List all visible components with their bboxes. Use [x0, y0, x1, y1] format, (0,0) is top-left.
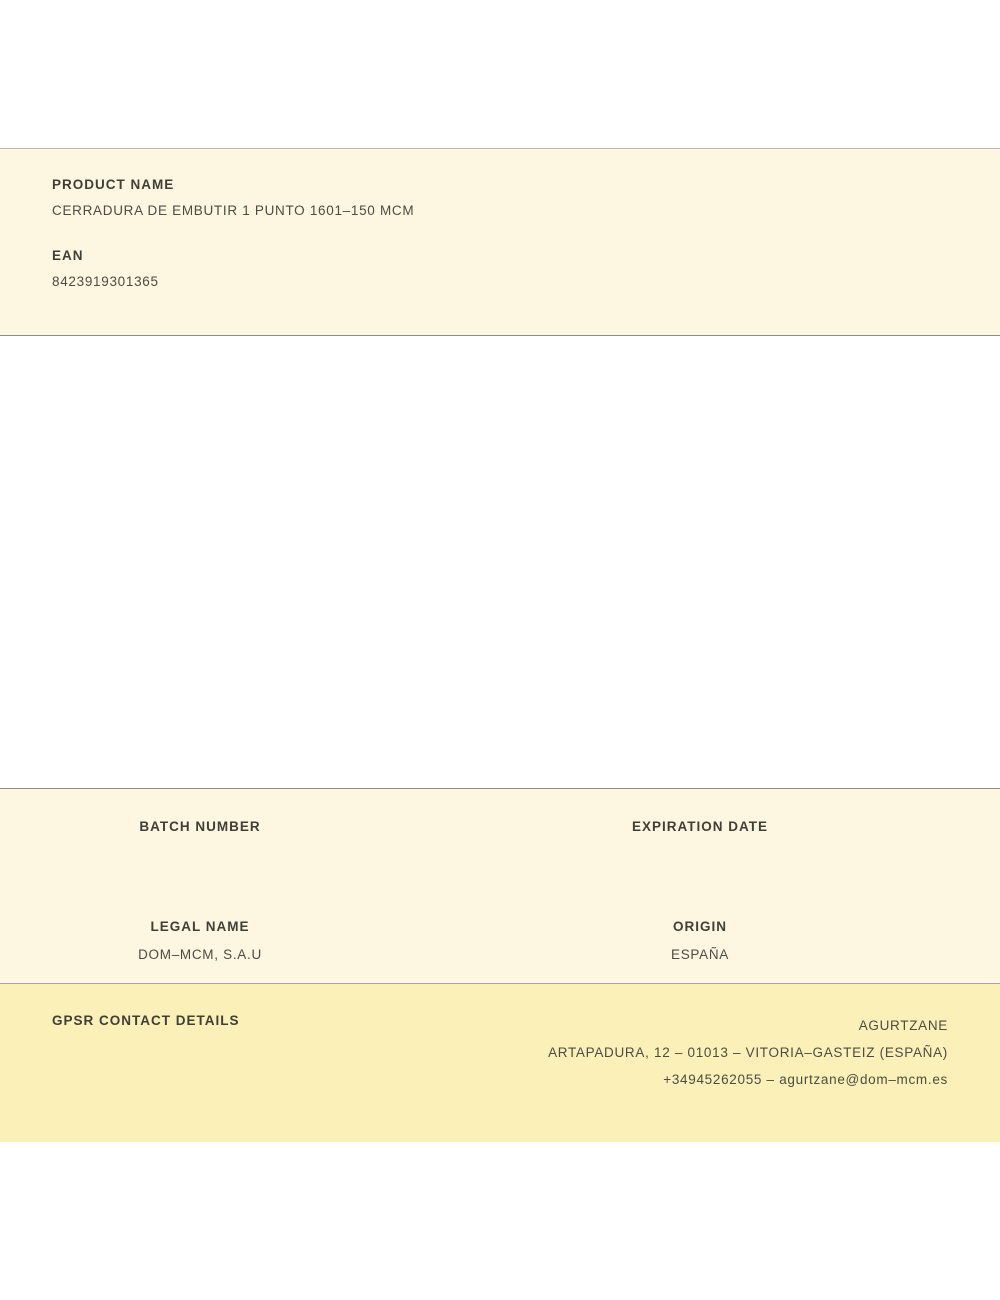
row-spacer: [0, 863, 1000, 919]
gpsr-contact-section: [0, 984, 1000, 1142]
batch-number-value: [0, 847, 400, 863]
gpsr-contact-details: [548, 1012, 948, 1093]
top-spacer: [0, 0, 1000, 148]
legal-origin-row: [0, 919, 1000, 963]
gpsr-contact-phone-email: +34945262055 – agurtzane@dom–mcm.es: [663, 1072, 948, 1087]
product-name-value: CERRADURA DE EMBUTIR 1 PUNTO 1601–150 MCM: [52, 203, 415, 218]
legal-name-label: LEGAL NAME: [150, 919, 250, 934]
gpsr-contact-name: AGURTZANE: [858, 1018, 948, 1033]
batch-number-field: [0, 819, 500, 863]
origin-field: [500, 919, 1000, 963]
origin-value: ESPAÑA: [671, 947, 729, 962]
product-details-section: [0, 148, 1000, 336]
expiration-date-label: EXPIRATION DATE: [631, 819, 768, 834]
blank-content-area: [0, 336, 1000, 788]
expiration-date-field: [500, 819, 1000, 863]
gpsr-contact-address: ARTAPADURA, 12 – 01013 – VITORIA–GASTEIZ (ESPAÑA): [548, 1045, 948, 1060]
batch-expiration-row: [0, 819, 1000, 863]
product-name-field: [52, 177, 948, 218]
gpsr-contact-label: GPSR CONTACT DETAILS: [52, 1013, 240, 1028]
batch-legal-section: [0, 788, 1000, 984]
ean-value: 8423919301365: [52, 274, 159, 289]
legal-name-value: DOM–MCM, S.A.U: [138, 947, 262, 962]
legal-name-field: [0, 919, 500, 963]
origin-label: ORIGIN: [672, 919, 727, 934]
ean-label: EAN: [52, 248, 84, 263]
ean-field: [52, 248, 948, 289]
bottom-spacer: [0, 1142, 1000, 1300]
expiration-date-value: [500, 847, 900, 863]
product-name-label: PRODUCT NAME: [52, 177, 175, 192]
batch-number-label: BATCH NUMBER: [139, 819, 261, 834]
